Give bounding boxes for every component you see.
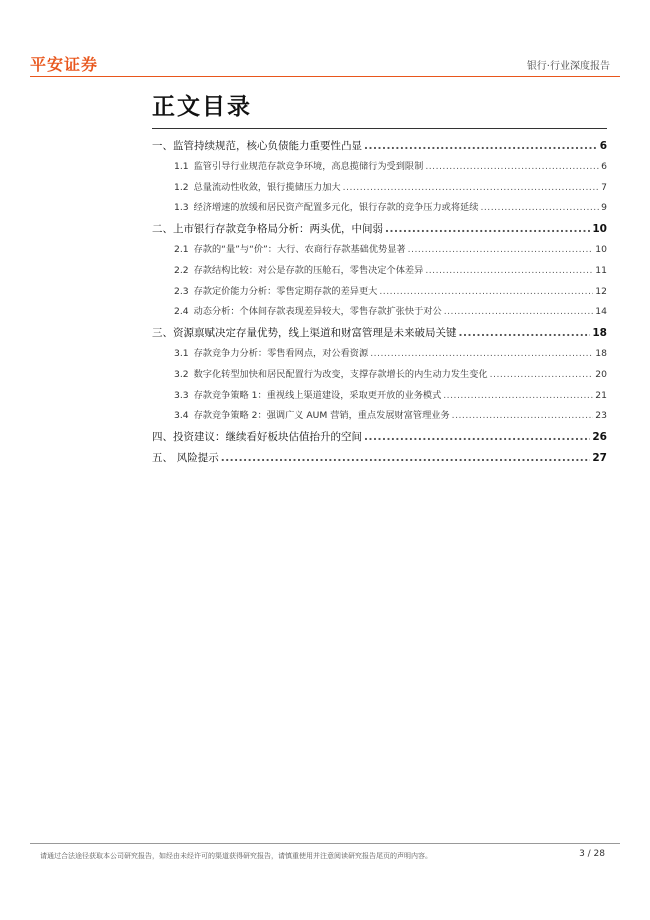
toc-entry-title: 风险提示 (176, 451, 219, 464)
toc-entry-page: 10 (595, 243, 607, 255)
toc-entry-number: 3.2 (174, 368, 189, 380)
toc-entry-page: 12 (595, 285, 607, 297)
toc-entry-title: 存款定价能力分析：零售定期存款的差异更大 (193, 285, 378, 297)
toc-title: 正文目录 (152, 94, 252, 120)
toc-entry-title: 存款竞争策略 1：重视线上渠道建设，采取更开放的业务模式 (193, 389, 442, 401)
toc-entry-page: 14 (595, 306, 607, 318)
toc-dot-leader (343, 178, 600, 199)
toc-entry-title: 监管持续规范，核心负债能力重要性凸显 (173, 140, 362, 152)
toc-entry-number: 2.1 (174, 243, 189, 255)
toc-entry[interactable] (152, 219, 607, 240)
toc-dot-leader (364, 427, 590, 448)
toc-entry-number: 一、 (152, 140, 173, 152)
toc-dot-leader (444, 302, 594, 323)
toc-dot-leader (480, 198, 599, 219)
toc-entry[interactable] (152, 344, 607, 365)
toc-entry-title: 动态分析：个体间存款表现差异较大，零售存款扩张快于对公 (193, 306, 442, 318)
page-indicator: 3 / 28 (579, 849, 605, 859)
toc-entry[interactable] (152, 448, 607, 469)
toc-dot-leader (379, 282, 593, 303)
toc-entry-page: 6 (599, 140, 607, 152)
toc-entry[interactable] (152, 302, 607, 323)
toc-entry-title: 存款的“量”与“价”：大行、农商行存款基础优势显著 (193, 243, 406, 255)
toc-dot-leader (452, 406, 594, 427)
toc-dot-leader (364, 136, 598, 157)
toc-entry-title: 投资建议：继续看好板块估值抬升的空间 (173, 431, 362, 444)
toc-entry-number: 五、 (152, 451, 173, 464)
toc-entry-page: 26 (592, 431, 607, 444)
report-category: 银行·行业深度报告 (526, 61, 610, 72)
toc-entry-number: 3.1 (174, 347, 189, 359)
toc-entry-title: 监管引导行业规范存款竞争环境，高息揽储行为受到限制 (193, 160, 424, 172)
toc-entry-page: 7 (601, 181, 607, 193)
toc-entry-title: 存款结构比较：对公是存款的压舱石，零售决定个体差异 (193, 264, 424, 276)
toc-entry[interactable] (152, 178, 607, 199)
table-of-contents (152, 136, 607, 469)
toc-entry[interactable] (152, 261, 607, 282)
toc-entry-page: 27 (592, 451, 607, 464)
toc-dot-leader (408, 240, 594, 261)
toc-entry-number: 2.2 (174, 264, 189, 276)
toc-entry-title: 总量流动性收敛，银行揽储压力加大 (193, 181, 341, 193)
toc-dot-leader (459, 323, 591, 344)
toc-entry-number: 三、 (152, 327, 173, 340)
toc-entry[interactable] (152, 406, 607, 427)
toc-entry[interactable] (152, 365, 607, 386)
toc-dot-leader (370, 344, 593, 365)
footer-disclaimer: 请通过合法途径获取本公司研究报告，如经由未经许可的渠道获得研究报告，请慎重使用并注意阅读研究报告尾页的声明内容。 (40, 852, 432, 860)
toc-entry-page: 23 (595, 410, 607, 422)
toc-entry-number: 2.3 (174, 285, 189, 297)
toc-entry-page: 20 (595, 368, 607, 380)
toc-entry-title: 存款竞争力分析：零售看网点，对公看资源 (193, 347, 369, 359)
toc-entry-page: 9 (601, 202, 607, 214)
toc-entry-title: 存款竞争策略 2：强调广义 AUM 营销，重点发展财富管理业务 (193, 410, 450, 422)
toc-dot-leader (221, 448, 591, 469)
toc-dot-leader (443, 386, 593, 407)
toc-dot-leader (385, 219, 590, 240)
header-divider (30, 76, 620, 77)
company-logo: 平安证券 (30, 55, 99, 74)
toc-entry[interactable] (152, 282, 607, 303)
toc-entry-number: 3.4 (174, 410, 189, 422)
toc-entry-number: 二、 (152, 223, 173, 236)
footer-divider (30, 843, 620, 844)
toc-entry-page: 18 (595, 347, 607, 359)
toc-dot-leader (425, 157, 599, 178)
toc-entry[interactable] (152, 386, 607, 407)
toc-entry-number: 2.4 (174, 306, 189, 318)
toc-entry-number: 3.3 (174, 389, 189, 401)
toc-entry-number: 1.1 (174, 160, 189, 172)
toc-entry-page: 18 (592, 327, 607, 340)
toc-entry-page: 21 (595, 389, 607, 401)
toc-entry-number: 1.3 (174, 202, 189, 214)
toc-entry[interactable] (152, 198, 607, 219)
toc-entry-page: 11 (595, 264, 607, 276)
toc-entry-title: 上市银行存款竞争格局分析：两头优，中间弱 (173, 223, 383, 236)
toc-entry[interactable] (152, 427, 607, 448)
toc-entry-title: 经济增速的放缓和居民资产配置多元化，银行存款的竞争压力或将延续 (193, 202, 479, 214)
toc-entry[interactable] (152, 323, 607, 344)
toc-entry-title: 资源禀赋决定存量优势，线上渠道和财富管理是未来破局关键 (173, 327, 457, 340)
toc-entry-title: 数字化转型加快和居民配置行为改变，支撑存款增长的内生动力发生变化 (193, 368, 488, 380)
toc-entry-page: 6 (601, 160, 607, 172)
toc-dot-leader (490, 365, 594, 386)
toc-entry-number: 1.2 (174, 181, 189, 193)
toc-entry-page: 10 (592, 223, 607, 236)
toc-dot-leader (425, 261, 593, 282)
toc-title-divider (152, 128, 607, 129)
toc-entry-number: 四、 (152, 431, 173, 444)
toc-entry[interactable] (152, 136, 607, 157)
toc-entry[interactable] (152, 240, 607, 261)
toc-entry[interactable] (152, 157, 607, 178)
